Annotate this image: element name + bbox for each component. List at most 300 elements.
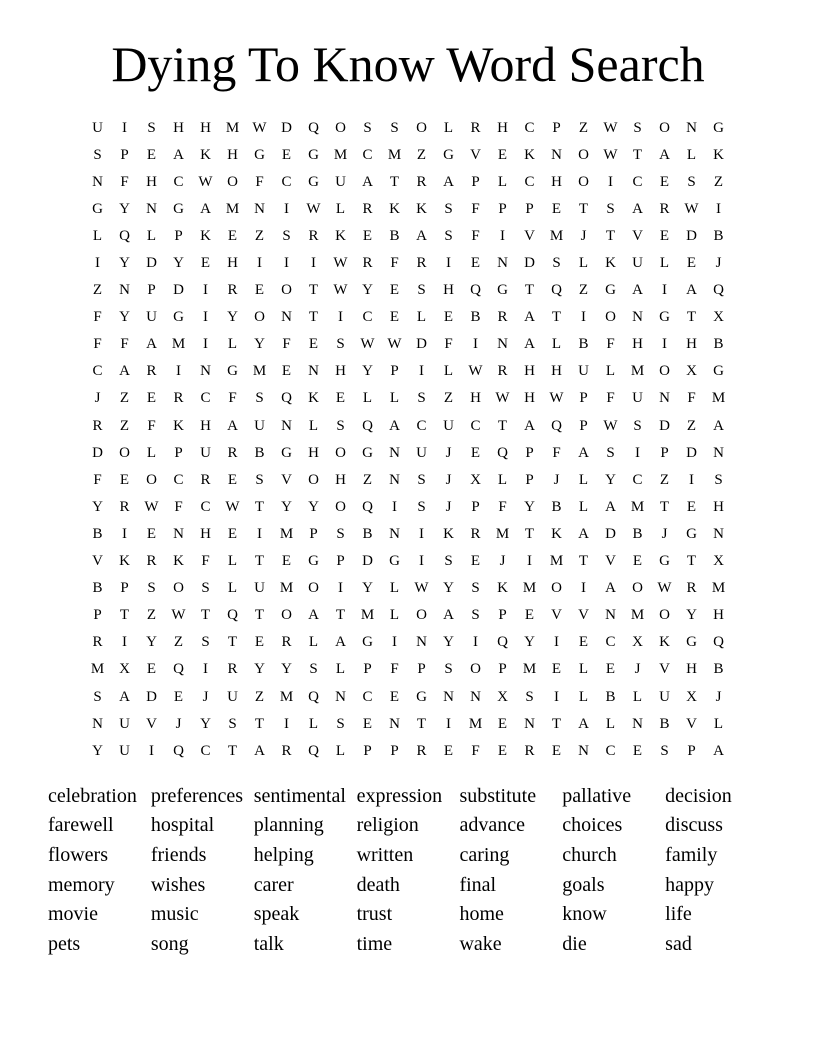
grid-letter: C — [605, 634, 616, 651]
grid-letter: R — [470, 119, 481, 136]
grid-letter: U — [578, 363, 589, 380]
grid-letter: T — [416, 715, 427, 732]
grid-letter: C — [92, 363, 103, 380]
grid-row — [84, 195, 732, 222]
grid-letter: F — [471, 200, 480, 217]
grid-letter: S — [633, 417, 642, 434]
grid-letter: M — [225, 119, 240, 136]
grid-letter: O — [173, 580, 184, 597]
grid-letter: L — [443, 119, 454, 136]
grid-letter: N — [335, 688, 346, 705]
grid-letter: Q — [362, 498, 373, 515]
grid-letter: A — [227, 417, 238, 434]
grid-letter: I — [689, 471, 694, 488]
grid-letter: T — [605, 227, 616, 244]
grid-letter: Q — [308, 688, 319, 705]
grid-letter: L — [632, 688, 643, 705]
grid-letter: B — [551, 498, 562, 515]
grid-letter: L — [578, 688, 589, 705]
grid-letter: Y — [362, 282, 373, 299]
grid-letter: Y — [443, 580, 454, 597]
grid-letter: N — [92, 715, 103, 732]
grid-letter: Q — [551, 282, 562, 299]
grid-letter: A — [686, 282, 697, 299]
grid-letter: K — [335, 227, 346, 244]
grid-letter: H — [551, 363, 562, 380]
grid-letter: W — [468, 363, 483, 380]
grid-letter: I — [419, 525, 424, 542]
grid-letter: Z — [92, 282, 103, 299]
grid-letter: E — [389, 282, 400, 299]
grid-letter: V — [605, 553, 616, 570]
grid-letter: E — [308, 336, 319, 353]
word-list — [48, 781, 768, 959]
grid-letter: E — [470, 444, 481, 461]
grid-letter: K — [443, 525, 454, 542]
grid-letter: G — [254, 146, 265, 163]
grid-row — [84, 575, 732, 602]
grid-letter: G — [92, 200, 103, 217]
grid-letter: U — [632, 390, 643, 407]
grid-letter: M — [171, 336, 186, 353]
grid-row — [84, 358, 732, 385]
grid-letter: K — [605, 255, 616, 272]
grid-letter: E — [632, 553, 643, 570]
grid-letter: L — [308, 634, 319, 651]
grid-letter: W — [306, 200, 321, 217]
word-list-row — [48, 899, 768, 929]
grid-letter: Y — [227, 309, 238, 326]
grid-letter: F — [471, 742, 480, 759]
grid-letter: B — [389, 227, 400, 244]
grid-letter: W — [603, 417, 618, 434]
grid-letter: Z — [416, 146, 427, 163]
grid-letter: J — [715, 255, 722, 272]
grid-letter: I — [473, 336, 478, 353]
grid-letter: O — [335, 444, 346, 461]
grid-letter: U — [659, 688, 670, 705]
grid-letter: S — [147, 119, 156, 136]
grid-letter: G — [173, 309, 184, 326]
grid-letter: N — [524, 715, 535, 732]
grid-letter: D — [281, 119, 292, 136]
grid-letter: E — [173, 688, 184, 705]
grid-letter: V — [470, 146, 481, 163]
grid-letter: P — [498, 200, 507, 217]
grid-letter: N — [254, 200, 265, 217]
grid-letter: F — [93, 471, 102, 488]
grid-row — [84, 710, 732, 737]
grid-letter: P — [525, 200, 534, 217]
grid-letter: O — [308, 580, 319, 597]
word-list-item: carer — [253, 873, 294, 896]
grid-letter: V — [524, 227, 535, 244]
grid-letter: E — [227, 525, 238, 542]
grid-letter: Q — [470, 282, 481, 299]
grid-letter: Q — [308, 742, 319, 759]
grid-row — [84, 114, 732, 141]
grid-letter: S — [417, 471, 426, 488]
grid-letter: U — [416, 444, 427, 461]
grid-letter: B — [605, 688, 616, 705]
grid-letter: N — [578, 742, 589, 759]
grid-row — [84, 412, 732, 439]
grid-letter: Z — [254, 227, 265, 244]
grid-letter: J — [94, 390, 101, 407]
word-list-row — [48, 811, 768, 841]
grid-letter: S — [363, 119, 372, 136]
grid-letter: P — [336, 553, 345, 570]
grid-letter: L — [308, 417, 319, 434]
grid-letter: E — [254, 282, 265, 299]
grid-letter: L — [605, 363, 616, 380]
grid-letter: E — [497, 742, 508, 759]
grid-letter: C — [416, 417, 427, 434]
grid-letter: Y — [308, 498, 319, 515]
grid-letter: L — [308, 715, 319, 732]
grid-letter: F — [147, 417, 156, 434]
grid-letter: T — [254, 553, 265, 570]
letter-grid — [84, 114, 732, 764]
grid-letter: C — [200, 742, 211, 759]
grid-letter: G — [443, 146, 454, 163]
grid-letter: P — [147, 282, 156, 299]
grid-letter: A — [119, 363, 130, 380]
grid-letter: K — [173, 553, 184, 570]
grid-row — [84, 277, 732, 304]
grid-letter: U — [254, 580, 265, 597]
word-list-row — [48, 929, 768, 959]
grid-letter: W — [360, 336, 375, 353]
grid-letter: G — [659, 553, 670, 570]
grid-letter: P — [93, 607, 102, 624]
grid-letter: A — [605, 498, 616, 515]
grid-letter: W — [603, 119, 618, 136]
word-list-item: church — [562, 843, 617, 866]
grid-letter: C — [470, 417, 481, 434]
grid-letter: Q — [362, 417, 373, 434]
grid-letter: L — [227, 553, 238, 570]
grid-letter: L — [389, 390, 400, 407]
grid-letter: L — [416, 309, 427, 326]
grid-letter: E — [686, 255, 697, 272]
word-list-item: pets — [48, 932, 81, 955]
grid-letter: R — [119, 498, 130, 515]
grid-letter: E — [659, 173, 670, 190]
grid-letter: Q — [497, 634, 508, 651]
grid-letter: E — [227, 471, 238, 488]
grid-row — [84, 493, 732, 520]
grid-letter: R — [146, 553, 157, 570]
grid-letter: M — [468, 715, 483, 732]
grid-letter: H — [200, 525, 211, 542]
grid-letter: N — [713, 444, 724, 461]
grid-letter: R — [227, 444, 238, 461]
grid-letter: S — [336, 417, 345, 434]
grid-letter: A — [119, 688, 130, 705]
grid-letter: F — [201, 553, 210, 570]
grid-letter: N — [281, 309, 292, 326]
grid-letter: I — [284, 255, 289, 272]
grid-letter: G — [497, 282, 508, 299]
grid-row — [84, 629, 732, 656]
grid-letter: E — [605, 661, 616, 678]
grid-letter: C — [200, 498, 211, 515]
grid-letter: S — [552, 255, 561, 272]
grid-letter: U — [335, 173, 346, 190]
grid-letter: S — [417, 282, 426, 299]
grid-letter: G — [686, 634, 697, 651]
grid-letter: V — [686, 715, 697, 732]
word-list-item: wake — [459, 932, 502, 955]
grid-letter: P — [471, 498, 480, 515]
word-list-item: celebration — [48, 784, 137, 807]
grid-letter: K — [308, 390, 319, 407]
grid-letter: A — [146, 336, 157, 353]
grid-letter: R — [686, 580, 697, 597]
grid-row — [84, 548, 732, 575]
grid-letter: X — [632, 634, 643, 651]
grid-letter: M — [549, 553, 564, 570]
grid-letter: T — [551, 715, 562, 732]
grid-letter: H — [200, 119, 211, 136]
grid-letter: O — [578, 173, 589, 190]
grid-letter: L — [659, 255, 670, 272]
grid-letter: W — [171, 607, 186, 624]
grid-letter: A — [578, 525, 589, 542]
word-list-item: die — [562, 932, 587, 955]
grid-letter: J — [445, 498, 452, 515]
grid-letter: U — [146, 309, 157, 326]
grid-letter: W — [684, 200, 699, 217]
grid-letter: Z — [119, 417, 130, 434]
grid-letter: Z — [578, 282, 589, 299]
grid-letter: M — [387, 146, 402, 163]
grid-letter: T — [551, 309, 562, 326]
grid-letter: S — [147, 580, 156, 597]
grid-letter: S — [255, 390, 264, 407]
grid-letter: V — [92, 553, 103, 570]
grid-letter: E — [362, 227, 373, 244]
grid-row — [84, 304, 732, 331]
grid-letter: F — [606, 390, 615, 407]
word-list-item: written — [356, 843, 414, 866]
grid-letter: M — [711, 390, 726, 407]
grid-letter: E — [119, 471, 130, 488]
grid-letter: H — [146, 173, 157, 190]
grid-letter: Z — [362, 471, 373, 488]
grid-letter: I — [392, 634, 397, 651]
grid-letter: O — [227, 173, 238, 190]
word-list-item: caring — [459, 843, 510, 866]
grid-letter: A — [416, 227, 427, 244]
grid-letter: D — [173, 282, 184, 299]
grid-letter: E — [389, 688, 400, 705]
grid-letter: E — [524, 607, 535, 624]
grid-letter: S — [336, 336, 345, 353]
grid-letter: Y — [524, 634, 535, 651]
grid-letter: N — [497, 336, 508, 353]
grid-letter: S — [282, 227, 291, 244]
grid-letter: Z — [173, 634, 184, 651]
grid-letter: F — [552, 444, 561, 461]
grid-letter: P — [498, 607, 507, 624]
grid-letter: L — [497, 471, 508, 488]
grid-letter: F — [471, 227, 480, 244]
grid-letter: P — [525, 471, 534, 488]
grid-letter: V — [281, 471, 292, 488]
grid-letter: C — [524, 119, 535, 136]
grid-letter: R — [497, 309, 508, 326]
grid-letter: G — [308, 553, 319, 570]
grid-letter: C — [200, 390, 211, 407]
grid-letter: W — [603, 146, 618, 163]
grid-letter: T — [578, 200, 589, 217]
grid-letter: K — [389, 200, 400, 217]
grid-letter: B — [713, 661, 724, 678]
grid-letter: F — [444, 336, 453, 353]
grid-letter: G — [281, 444, 292, 461]
grid-letter: M — [711, 580, 726, 597]
word-list-item: decision — [665, 784, 732, 807]
grid-letter: Y — [362, 363, 373, 380]
grid-letter: N — [497, 255, 508, 272]
grid-letter: D — [146, 688, 157, 705]
grid-letter: E — [686, 498, 697, 515]
grid-letter: T — [686, 309, 697, 326]
grid-letter: A — [632, 200, 643, 217]
grid-letter: M — [333, 146, 348, 163]
grid-letter: D — [686, 444, 697, 461]
word-list-item: planning — [253, 814, 324, 837]
grid-letter: L — [146, 444, 157, 461]
grid-letter: E — [281, 553, 292, 570]
grid-letter: D — [146, 255, 157, 272]
word-list-item: trust — [356, 903, 393, 926]
grid-letter: W — [252, 119, 267, 136]
grid-letter: J — [499, 553, 506, 570]
grid-letter: E — [281, 146, 292, 163]
grid-letter: L — [443, 363, 454, 380]
grid-letter: A — [524, 309, 535, 326]
grid-letter: M — [252, 363, 267, 380]
grid-letter: P — [120, 146, 129, 163]
grid-letter: I — [203, 336, 208, 353]
grid-letter: K — [497, 580, 508, 597]
grid-letter: Q — [551, 417, 562, 434]
grid-letter: H — [470, 390, 481, 407]
grid-letter: I — [203, 282, 208, 299]
grid-letter: I — [284, 715, 289, 732]
grid-letter: E — [470, 553, 481, 570]
grid-letter: M — [495, 525, 510, 542]
grid-letter: L — [551, 336, 562, 353]
grid-letter: I — [716, 200, 721, 217]
grid-letter: I — [122, 634, 127, 651]
grid-letter: P — [525, 444, 534, 461]
grid-letter: B — [578, 336, 589, 353]
grid-letter: A — [443, 173, 454, 190]
grid-letter: F — [93, 336, 102, 353]
grid-letter: M — [279, 525, 294, 542]
grid-letter: Z — [146, 607, 157, 624]
grid-letter: B — [92, 525, 103, 542]
grid-letter: T — [578, 553, 589, 570]
grid-letter: U — [119, 742, 130, 759]
grid-letter: R — [92, 634, 103, 651]
grid-letter: I — [446, 715, 451, 732]
grid-letter: N — [389, 471, 400, 488]
grid-letter: A — [713, 417, 724, 434]
grid-letter: Q — [308, 119, 319, 136]
grid-letter: B — [659, 715, 670, 732]
grid-letter: O — [551, 580, 562, 597]
grid-letter: B — [713, 336, 724, 353]
grid-letter: I — [662, 336, 667, 353]
grid-letter: O — [659, 607, 670, 624]
grid-letter: I — [473, 634, 478, 651]
grid-letter: F — [498, 498, 507, 515]
grid-letter: X — [686, 688, 697, 705]
grid-letter: O — [308, 471, 319, 488]
grid-letter: S — [525, 688, 534, 705]
grid-letter: S — [201, 634, 210, 651]
grid-letter: Y — [254, 661, 265, 678]
grid-letter: V — [551, 607, 562, 624]
grid-letter: H — [308, 444, 319, 461]
grid-letter: S — [444, 661, 453, 678]
grid-letter: L — [92, 227, 103, 244]
grid-letter: S — [606, 200, 615, 217]
word-list-item: death — [356, 873, 400, 896]
grid-letter: F — [390, 255, 399, 272]
grid-letter: G — [308, 173, 319, 190]
grid-letter: J — [715, 688, 722, 705]
grid-letter: D — [659, 417, 670, 434]
grid-letter: K — [551, 525, 562, 542]
grid-letter: P — [174, 227, 183, 244]
grid-letter: C — [173, 173, 184, 190]
grid-letter: F — [120, 173, 129, 190]
grid-letter: P — [363, 742, 372, 759]
grid-letter: U — [254, 417, 265, 434]
grid-letter: Z — [254, 688, 265, 705]
grid-letter: L — [578, 255, 589, 272]
word-list-item: religion — [356, 814, 419, 837]
grid-letter: S — [417, 498, 426, 515]
grid-letter: Y — [173, 255, 184, 272]
grid-letter: N — [605, 607, 616, 624]
grid-letter: M — [360, 607, 375, 624]
grid-letter: I — [176, 363, 181, 380]
grid-letter: Z — [119, 390, 130, 407]
grid-letter: O — [470, 661, 481, 678]
grid-letter: O — [335, 119, 346, 136]
grid-letter: T — [227, 742, 238, 759]
grid-letter: R — [281, 634, 292, 651]
grid-letter: J — [202, 688, 209, 705]
grid-letter: J — [580, 227, 587, 244]
grid-letter: R — [200, 471, 211, 488]
grid-letter: N — [443, 688, 454, 705]
grid-letter: B — [362, 525, 373, 542]
grid-letter: F — [687, 390, 696, 407]
grid-letter: L — [713, 715, 724, 732]
grid-letter: N — [416, 634, 427, 651]
grid-letter: O — [416, 119, 427, 136]
grid-letter: E — [632, 742, 643, 759]
grid-letter: X — [686, 363, 697, 380]
